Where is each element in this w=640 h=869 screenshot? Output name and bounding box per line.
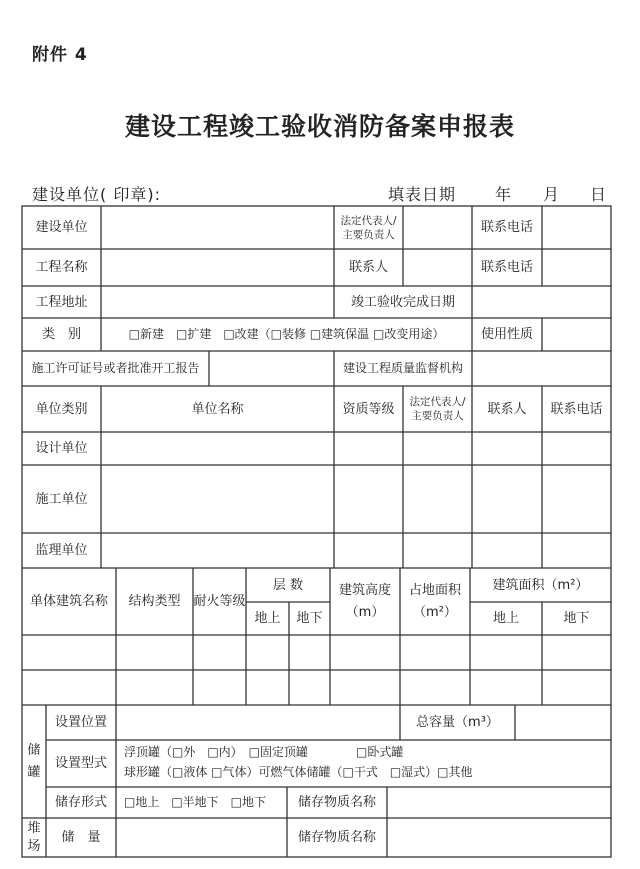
field-completion-date[interactable] — [472, 286, 611, 318]
label-stored-material-2: 储存物质名称 — [297, 830, 376, 845]
label-stored-material-1: 储存物质名称 — [297, 795, 376, 810]
label-legal-rep: 法定代表人/ 主要负责人 — [340, 214, 397, 241]
header-floors: 层 数 — [272, 577, 304, 593]
label-construction-unit: 施工单位 — [35, 491, 88, 507]
category-options[interactable]: □新建 □扩建 □改建（□装修 □建筑保温 □改变用途） — [128, 327, 445, 341]
build-unit-seal-label: 建设单位( 印章): — [32, 185, 161, 204]
storage-form-options[interactable]: □地上 □半地下 □地下 — [124, 795, 267, 809]
header-land-area: 占地面积 （m²） — [408, 582, 461, 620]
header-unit-type: 单位类别 — [35, 401, 88, 417]
field-use-nature[interactable] — [542, 318, 611, 351]
day-label: 日 — [590, 185, 608, 204]
label-total-capacity: 总容量（m³） — [416, 715, 499, 730]
field-stored-material-2[interactable] — [387, 818, 611, 857]
label-project-address: 工程地址 — [35, 294, 88, 310]
label-design-unit: 设计单位 — [35, 441, 88, 456]
form-title: 建设工程竣工验收消防备案申报表 — [124, 112, 515, 141]
label-yard: 堆 场 — [27, 820, 41, 854]
label-category: 类 别 — [41, 327, 81, 342]
field-contact-person[interactable] — [403, 249, 472, 286]
label-use-nature: 使用性质 — [480, 327, 533, 342]
header-area-below: 地下 — [563, 611, 590, 626]
header-contact-person: 联系人 — [487, 401, 527, 417]
header-qualification: 资质等级 — [342, 401, 395, 417]
field-project-name[interactable] — [101, 249, 334, 286]
field-stored-material-1[interactable] — [387, 787, 611, 818]
header-floors-below: 地下 — [296, 611, 323, 626]
field-total-capacity[interactable] — [515, 705, 611, 740]
header-fire-rating: 耐火等级 — [193, 594, 246, 609]
year-label: 年 — [495, 185, 513, 204]
label-permit: 施工许可证号或者批准开工报告 — [31, 361, 200, 375]
install-type-options-2[interactable]: 球形罐（□液体 □气体）可燃气体储罐（□干式 □湿式）□其他 — [124, 765, 473, 779]
header-unit-name: 单位名称 — [191, 401, 244, 417]
label-project-name: 工程名称 — [35, 260, 88, 275]
label-install-type: 设置型式 — [54, 756, 107, 771]
header-structure-type: 结构类型 — [128, 594, 181, 609]
field-location[interactable] — [116, 705, 400, 740]
label-build-unit: 建设单位 — [35, 220, 88, 235]
field-quality-agency[interactable] — [472, 351, 611, 386]
header-area-above: 地上 — [492, 611, 519, 626]
label-quality-agency: 建设工程质量监督机构 — [342, 361, 463, 375]
field-contact-phone-1[interactable] — [542, 206, 611, 249]
month-label: 月 — [543, 185, 561, 204]
fill-date-label: 填表日期 — [388, 185, 457, 204]
header-building-area: 建筑面积（m²） — [492, 577, 589, 593]
label-reserve: 储 量 — [61, 830, 101, 845]
label-location: 设置位置 — [54, 715, 107, 730]
header-legal-rep: 法定代表人/ 主要负责人 — [409, 396, 466, 422]
install-type-options-1[interactable]: 浮顶罐（□外 □内） □固定顶罐 □卧式罐 — [124, 745, 404, 759]
label-contact-phone-2: 联系电话 — [480, 260, 533, 275]
label-completion-date: 竣工验收完成日期 — [350, 294, 455, 310]
field-permit[interactable] — [209, 351, 334, 386]
field-project-address[interactable] — [101, 286, 334, 318]
header-building-height: 建筑高度 （m） — [338, 582, 391, 620]
field-contact-phone-2[interactable] — [542, 249, 611, 286]
label-supervision-unit: 监理单位 — [35, 543, 88, 558]
label-contact-phone-1: 联系电话 — [480, 220, 533, 235]
field-build-unit[interactable] — [101, 206, 334, 249]
label-contact-person: 联系人 — [348, 260, 388, 275]
label-tank: 储 罐 — [27, 742, 41, 780]
label-storage-form: 储存形式 — [54, 795, 107, 810]
field-reserve[interactable] — [116, 818, 287, 857]
attachment-label: 附件 4 — [32, 45, 88, 65]
field-legal-rep[interactable] — [403, 206, 472, 249]
header-building-name: 单体建筑名称 — [29, 594, 108, 609]
header-contact-phone: 联系电话 — [550, 401, 603, 417]
header-floors-above: 地上 — [254, 611, 281, 626]
